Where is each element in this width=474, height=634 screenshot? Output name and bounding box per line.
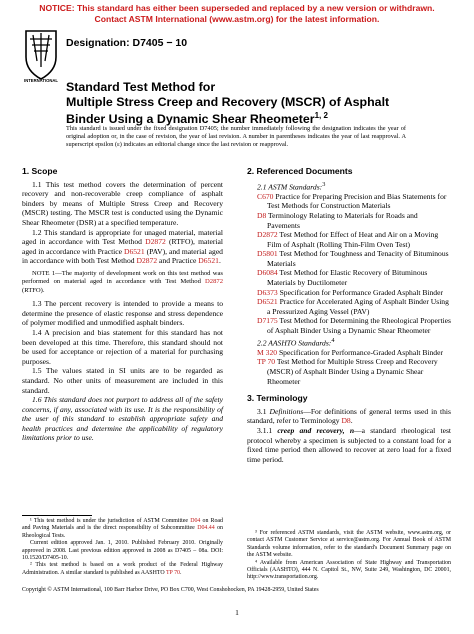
reference-code-link[interactable]: D2872 xyxy=(257,230,278,240)
aashto-standards-list xyxy=(247,348,451,386)
logo-label: INTERNATIONAL xyxy=(24,78,58,83)
footnote-2: ² This test method is based on a work product of the Federal Highway Administration. A similar standard is published as AASHTO TP 70. xyxy=(22,562,223,576)
reference-item xyxy=(257,348,451,358)
reference-title: Practice for Accelerated Aging of Asphalt Binder Using a Pressurized Aging Vessel (PAV) xyxy=(267,297,449,316)
link-d2872[interactable]: D2872 xyxy=(136,256,158,266)
reference-item xyxy=(257,249,451,268)
reference-code-link[interactable]: D6521 xyxy=(257,297,278,307)
reference-item xyxy=(257,288,451,298)
para-1-1: 1.1 This test method covers the determination of percent recovery and non-recoverable creep compliance of asphalt binders by means of Multiple Stress Creep and Recovery (MSCR) testing. The MSCR test is conducted using the Dynamic Shear Rheometer (DSR) at a specified temperature. xyxy=(22,179,223,227)
right-column xyxy=(247,167,451,464)
section-scope-heading: 1. Scope xyxy=(22,166,58,176)
astm-standards-heading: 2.1 ASTM Standards:$^3$ xyxy=(257,180,326,192)
reference-item xyxy=(257,211,451,230)
designation: Designation: D7405 − 10 xyxy=(66,37,188,49)
reference-title: Terminology Relating to Materials for Roads and Pavements xyxy=(266,210,418,230)
para-1-6: 1.6 This standard does not purport to address all of the safety concerns, if any, associated with its use. It is the responsibility of the user of this standard to establish appropriate safety and health practices and determine the applicability of regulatory limitations prior to use. xyxy=(22,395,223,443)
reference-item xyxy=(257,297,451,316)
title-line-1: Standard Test Method for xyxy=(66,80,216,94)
link-d6521[interactable]: D6521 xyxy=(123,246,145,256)
reference-code-link[interactable]: D7175 xyxy=(257,316,278,326)
para-1-5: 1.5 The values stated in SI units are to be regarded as standard. No other units of measurement are included in this standard. xyxy=(22,366,223,395)
footnote-4: ⁴ Available from American Association of State Highway and Transportation Officials (AASHTO), 444 N. Capitol St., NW, Suite 249, Washington, DC 20001, http://www.transportation.org. xyxy=(247,559,451,581)
reference-title: Test Method for Effect of Heat and Air on a Moving Film of Asphalt (Rolling Thin-Film Oven Test) xyxy=(267,230,439,249)
reference-item xyxy=(257,230,451,249)
section-refs-heading: 2. Referenced Documents xyxy=(247,166,353,176)
reference-item xyxy=(257,192,451,211)
page-number: 1 xyxy=(235,608,239,617)
title-line-2: Multiple Stress Creep and Recovery (MSCR) of Asphalt xyxy=(66,94,390,109)
link-d04-44[interactable]: D04.44 xyxy=(197,525,215,532)
reference-code-link[interactable]: C670 xyxy=(257,191,274,201)
reference-code-link[interactable]: M 320 xyxy=(257,347,278,357)
reference-title: Specification for Performance-Graded Asphalt Binder xyxy=(277,347,443,357)
copyright-line: Copyright © ASTM International, 100 Barr Harbor Drive, PO Box C700, West Conshohocken, PA 19428-2959, United States xyxy=(22,587,319,593)
preamble: This standard is issued under the fixed designation D7405; the number immediately following the designation indicates the year of original adoption or, in the case of revision, the year of last revision. A number in parentheses indicates the year of last reapproval. A superscript epsilon (ε) indicates an editorial change since the last revision or reapproval. xyxy=(66,125,406,148)
title-line-3: Binder Using a Dynamic Shear Rheometer$^{1, 2}$ xyxy=(66,111,328,127)
document-title xyxy=(66,80,406,127)
withdrawn-notice xyxy=(0,3,474,25)
astm-standards-list xyxy=(247,192,451,336)
title-footnote-ref: 1, 2 xyxy=(314,111,328,120)
reference-code-link[interactable]: D8 xyxy=(257,210,267,220)
reference-item xyxy=(257,268,451,287)
footnote-rule xyxy=(22,515,92,516)
footnote-1: ¹ This test method is under the jurisdiction of ASTM Committee D04 on Road and Paving Materials and is the direct responsibility of Subcommittee D04.44 on Rheological Tests. xyxy=(22,518,223,539)
link-tp70[interactable]: TP 70 xyxy=(165,569,180,576)
footnotes-left xyxy=(22,515,223,577)
reference-code-link[interactable]: TP 70 xyxy=(257,357,276,367)
link-d6521[interactable]: D6521 xyxy=(198,256,219,266)
reference-title: Practice for Preparing Precision and Bias Statements for Test Methods for Construction Materials xyxy=(267,191,447,211)
reference-title: Specification for Performance Graded Asphalt Binder xyxy=(277,287,443,297)
astm-logo-icon xyxy=(22,27,60,83)
left-column xyxy=(22,167,223,443)
link-d8[interactable]: D8 xyxy=(341,416,351,426)
link-d2872[interactable]: D2872 xyxy=(145,237,166,247)
reference-item xyxy=(257,316,451,335)
link-d04[interactable]: D04 xyxy=(190,518,201,524)
para-3-1-1: 3.1.1 creep and recovery, n—a standard rheological test protocol whereby a specimen is subjected to a constant load for a fixed time period then allowed to recover at zero load for a fixed time period. xyxy=(247,425,452,464)
footnotes-right xyxy=(247,530,451,582)
reference-title: Test Method for Determining the Rheological Properties of Asphalt Binder Using a Dynamic Shear Rheometer xyxy=(267,316,451,336)
reference-title: Test Method for Toughness and Tenacity of Bituminous Materials xyxy=(267,249,449,268)
reference-item xyxy=(257,357,451,386)
para-3-1: 3.1 Definitions—For definitions of general terms used in this standard, refer to Terminology D8. xyxy=(247,406,451,426)
reference-code-link[interactable]: D6084 xyxy=(257,268,278,278)
para-1-3: 1.3 The percent recovery is intended to provide a means to determine the presence of elastic response and stress dependence of polymer modified and unmodified asphalt binders. xyxy=(22,299,223,328)
note-1: NOTE 1—The majority of development work on this test method was performed on material aged in accordance with Test Method D2872 (RTFO). xyxy=(22,269,223,294)
link-d2872[interactable]: D2872 xyxy=(205,278,223,286)
aashto-standards-heading: 2.2 AASHTO Standards:$^4$ xyxy=(257,336,335,348)
footnote-3: ³ For referenced ASTM standards, visit the ASTM website, www.astm.org, or contact ASTM Customer Service at service@astm.org. For Annual Book of ASTM Standards volume information, refer to the standard's Document Summary page on the ASTM website. xyxy=(247,530,451,559)
para-1-2: 1.2 This standard is appropriate for unaged material, material aged in accordance with Test Method D2872 (RTFO), material aged in accordance with Practice D6521 (PAV), and material aged in accordance with both Test Method D2872 and Practice D6521. xyxy=(22,227,223,266)
footnote-1-edition: Current edition approved Jan. 1, 2010. Published February 2010. Originally approved in 2008. Last previous edition approved in 2008 as D7405 – 08a. DOI: 10.1520/D7405-10. xyxy=(22,540,223,562)
reference-code-link[interactable]: D5801 xyxy=(257,249,278,259)
notice-line-2: Contact ASTM International (www.astm.org) for the latest information. xyxy=(94,14,380,24)
para-1-4: 1.4 A precision and bias statement for this standard has not been developed at this time. Therefore, this standard should not be used for acceptance or rejection of a material for purchasing purposes. xyxy=(22,327,223,366)
reference-title: Test Method for Multiple Stress Creep and Recovery (MSCR) of Asphalt Binder Using a Dynamic Shear Rheometer xyxy=(267,357,438,386)
notice-line-1: NOTICE: This standard has either been superseded and replaced by a new version or withdrawn. xyxy=(39,3,435,13)
section-terminology-heading: 3. Terminology xyxy=(247,393,308,404)
reference-code-link[interactable]: D6373 xyxy=(257,287,278,297)
reference-title: Test Method for Elastic Recovery of Bituminous Materials by Ductilometer xyxy=(267,268,428,288)
